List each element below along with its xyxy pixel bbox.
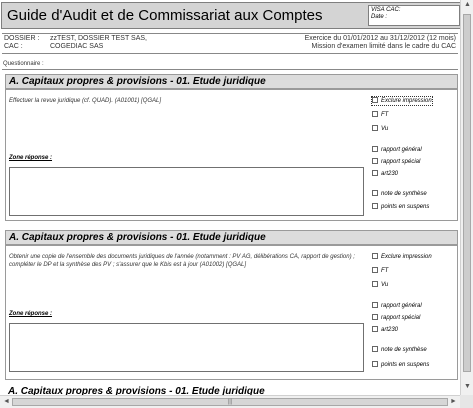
checkbox[interactable] <box>372 125 378 131</box>
vertical-scroll-thumb[interactable] <box>463 14 471 372</box>
option-rapport-general[interactable]: rapport général <box>372 302 422 310</box>
option-exclude-print[interactable]: Exclure impression <box>372 253 432 261</box>
horizontal-scrollbar[interactable] <box>0 395 460 408</box>
scroll-right-icon[interactable]: ► <box>450 398 457 405</box>
visa-label: VISA CAC: <box>371 7 401 13</box>
checkbox[interactable] <box>372 158 378 164</box>
cac-label: CAC : <box>4 43 23 50</box>
question-text: Obtenir une copie de l'ensemble des documents juridiques de l'année (notamment : PV AG, délibérations CA, rapport de gestion) ; compléter le DP et la synthèse des PV ; s'assurer que le Kbis est à jour (A01002) [QGAL] <box>9 254 355 268</box>
option-vu[interactable]: Vu <box>372 281 388 289</box>
date-label: Date : <box>371 14 388 20</box>
checkbox[interactable] <box>372 361 378 367</box>
option-art230[interactable]: art230 <box>372 170 398 178</box>
response-textarea[interactable] <box>9 323 364 372</box>
option-points-suspens[interactable]: points en suspens <box>372 361 429 369</box>
section-title: A. Capitaux propres & provisions - 01. Etude juridique <box>5 74 458 89</box>
cac-value: COGEDIAC SAS <box>50 43 104 50</box>
visa-box <box>368 5 460 26</box>
exercise-period: Exercice du 01/01/2012 au 31/12/2012 (12 mois) <box>304 35 456 42</box>
app-header <box>1 2 460 29</box>
app-title: Guide d'Audit et de Commissariat aux Comptes <box>7 7 323 24</box>
dossier-label: DOSSIER : <box>4 35 40 42</box>
divider <box>2 33 458 34</box>
option-ft[interactable]: FT <box>372 111 388 119</box>
option-points-suspens[interactable]: points en suspens <box>372 203 429 211</box>
scroll-left-icon[interactable]: ◄ <box>3 398 10 405</box>
option-ft[interactable]: FT <box>372 267 388 275</box>
dossier-value: zzTEST, DOSSIER TEST SAS, <box>50 35 147 42</box>
checkbox[interactable] <box>372 203 378 209</box>
vertical-scrollbar[interactable] <box>460 0 473 395</box>
checkbox[interactable] <box>372 281 378 287</box>
option-rapport-general[interactable]: rapport général <box>372 146 422 154</box>
response-textarea[interactable] <box>9 167 364 216</box>
checkbox[interactable] <box>372 267 378 273</box>
response-zone-label: Zone réponse : <box>9 311 53 317</box>
horizontal-scroll-thumb[interactable] <box>12 398 448 406</box>
checkbox[interactable] <box>372 146 378 152</box>
section-title-partial: A. Capitaux propres & provisions - 01. Etude juridique <box>8 386 265 395</box>
scroll-up-icon[interactable]: ▲ <box>464 1 471 8</box>
section-title: A. Capitaux propres & provisions - 01. Etude juridique <box>5 230 458 245</box>
response-zone-label: Zone réponse : <box>9 155 53 161</box>
scroll-down-icon[interactable]: ▼ <box>464 383 471 390</box>
divider <box>2 69 458 70</box>
option-rapport-special[interactable]: rapport spécial <box>372 314 420 322</box>
checkbox[interactable] <box>372 253 378 259</box>
option-vu[interactable]: Vu <box>372 125 388 133</box>
option-exclude-print[interactable]: Exclure impression <box>372 97 432 105</box>
questionnaire-label: Questionnaire : <box>3 61 44 67</box>
question-text: Effectuer la revue juridique (cf. QUAD). (A01001) [QGAL] <box>9 98 162 104</box>
scrollbar-corner <box>460 395 473 408</box>
option-rapport-special[interactable]: rapport spécial <box>372 158 420 166</box>
checkbox[interactable] <box>372 190 378 196</box>
divider <box>2 53 458 54</box>
checkbox[interactable] <box>372 326 378 332</box>
checkbox[interactable] <box>372 346 378 352</box>
option-note-synthese[interactable]: note de synthèse <box>372 346 427 354</box>
checkbox[interactable] <box>372 170 378 176</box>
checkbox[interactable] <box>372 302 378 308</box>
checkbox[interactable] <box>372 97 378 103</box>
checkbox[interactable] <box>372 314 378 320</box>
grip-icon: ||| <box>227 399 233 405</box>
option-art230[interactable]: art230 <box>372 326 398 334</box>
mission-type: Mission d'examen limité dans le cadre du CAC <box>311 43 456 50</box>
option-note-synthese[interactable]: note de synthèse <box>372 190 427 198</box>
checkbox[interactable] <box>372 111 378 117</box>
